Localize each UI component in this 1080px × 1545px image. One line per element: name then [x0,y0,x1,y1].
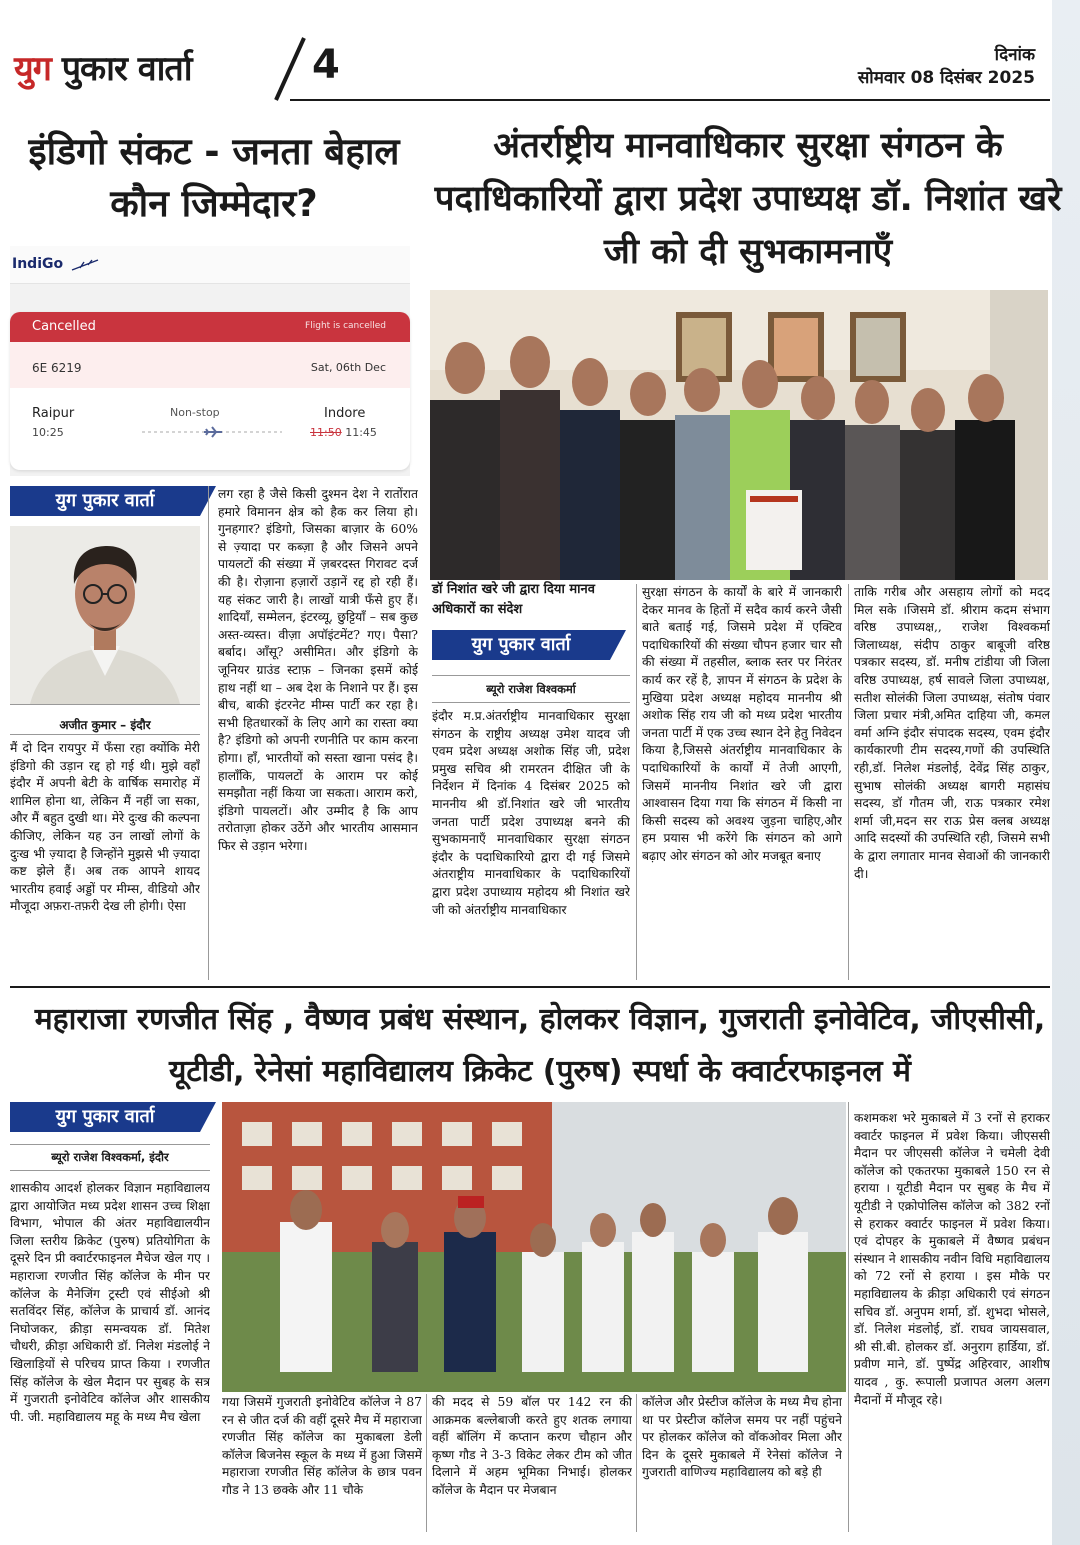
stops-label: Non-stop [170,406,220,419]
story2-column-1: इंदौर म.प्र.अंतर्राष्ट्रीय मानवाधिकार सुरक्षा संगठन के राष्ट्रीय अध्यक्ष उमेश यादव जी एवम प्रदेश अध्यक्ष अशोक सिंह जी, प्रदेश प्रमुख सचिव श्री रामरतन दीक्षित जी के निर्देशन में दिनांक 4 दिसंबर 2025 को माननीय श्री डॉ.निशांत खरे जी भारतीय जनता पार्टी प्रदेश उपाध्यक्ष बनने की सुभकामनाएँ मानवाधिकार सुरक्षा संगठन इंदौर के पदाधिकारियो द्वारा दी गई जिसमे अंतराष्ट्रीय मानवाधिकार के पदाधिकारियों द्वारा प्रदेश उपाध्याय महोदय श्री निशांत खरे जी को अंतर्राष्ट्रीय मानवाधिकार [432,709,630,917]
story3-column-5: कशमकश भरे मुकाबले में 3 रनों से हराकर क्वार्टर फाइनल में प्रवेश किया। जीएससी मैदान पर जीएससी कॉलेज ने चमेली देवी कॉलेज को एकतरफा मुकाबले 150 रन से हराया । यूटीडी मैदान पर सुबह के मैच में यूटीडी ने एक्रोपोलिस कॉलेज को 382 रनों से हराकर क्वार्टर फाइनल में प्रवेश किया। एवं दोपहर के मुकाबले में वैष्णव प्रबंधन संस्थान ने शासकीय नवीन विधि महाविद्यालय को 72 रनों से हराया । इस मौके पर महाविद्यालय के क्रीड़ा अधिकारी एवं संगठन सचिव डॉ. अनुपम शर्मा, डॉ. शुभदा भोसले, डॉ. निलेश मंडलोई, डॉ. राघव जायसवाल, श्री सी.बी. होलकर डॉ. अनुराग हार्डिया, डॉ. प्रवीण माने, डॉ. पुष्पेंद्र अहिरवार, आशीष यादव , कु. रूपाली प्रजापत अलग अलग मैदानों में मौजूद रहे। [854,1111,1050,1407]
story2-column-2: सुरक्षा संगठन के कार्यों के बारे में जानकारी देकर मानव के हितों में सदैव कार्य करने जैसी बाते बताई गई, जिसमे प्रदेश में एक्टिव पदाधिकारियों की संख्या चौपन हजार चार सौ की संख्या में तहसील, ब्लाक स्तर पर निरंतर कार्य कर रहें है, ज्ञापन में संगठन के प्रदेश के मुखिया प्रदेश अध्यक्ष महोदय माननीय श्री अशोक सिंह राय जी को मध्य प्रदेश भारतीय जनता पार्टी में एक उच्च स्थान देने हेतु निवेदन किया है,जिससे अंतर्राष्ट्रीय मानवाधिकार के पदाधिकारियों के कार्यों में तेजी आएगी, जिसमें माननीय निशांत खरे जी द्वारा आश्वासन दिया गया कि संगठन में किसी ना किसी सदस्य को अवश्य जुड़ना चाहिए,और हम प्रयास भी करेंगे कि संगठन को आगे बढ़ाए ओर संगठन को ओर मजबूत बनाए [642,585,842,863]
story2-photo-caption: डॉ निशांत खरे जी द्वारा दिया मानव अधिकारों का संदेश [432,582,595,617]
flight-date: Sat, 06th Dec [310,361,386,374]
flight-status-bar [10,312,410,342]
column-divider [848,584,849,980]
story3-section-tag: युग पुकार वार्ता [10,1102,200,1132]
group-photo-image [430,290,1048,580]
column-divider [636,584,637,980]
issue-date [820,44,1035,90]
brand-word-2: पुकार वार्ता [61,49,192,89]
date-value: सोमवार 08 दिसंबर 2025 [857,68,1035,88]
story3-byline: ब्यूरो राजेश विश्वकर्मा, इंदौर [51,1150,169,1164]
section-rule [10,986,1050,988]
flight-info-strip [10,342,410,388]
byline-rule [10,1144,210,1145]
story3-column-1: शासकीय आदर्श होलकर विज्ञान महाविद्यालय द्वारा आयोजित मध्य प्रदेश शासन उच्च शिक्षा विभाग, भोपाल की अंतर महाविद्यालयीन जिला स्तरीय क्रिकेट (पुरुष) प्रतियोगिता के दूसरे दिन प्री क्वार्टरफाइनल मैचेज खेल गए । महाराजा रणजीत सिंह कॉलेज के मीन पर कॉलेज के मैनेजिंग ट्रस्टी एवं सीईओ श्री सतविंदर सिंह, कॉलेज के प्राचार्य डॉ. आनंद निघोजकर, क्रीड़ा समन्वयक डॉ. मितेश चौधरी, क्रीड़ा अधिकारी डॉ. निलेश मंडलोई ने खिलाड़ियों से परिचय प्राप्त किया । रणजीत सिंह कॉलेज के खेल मैदान पर सुबह के सत्र में गुजराती इनोवेटिव कॉलेज और शासकीय पी. जी. महाविद्यालय महू के मध्य मैच खेला [10,1181,210,1424]
masthead-rule [290,99,1050,101]
flight-number: 6E 6219 [32,361,82,375]
story3-column-4: कॉलेज और प्रेस्टीज कॉलेज के मध्य मैच होना था पर प्रेस्टीज कॉलेज समय पर नहीं पहुंचने पर होलकर कॉलेज को वॉकओवर मिला और दिन के दूसरे मुकाबले में रेनेसां कॉलेज ने गुजराती वाणिज्य महाविद्यालय को बड़े ही [642,1395,842,1480]
byline-rule-bottom [432,702,630,703]
column-divider [848,1102,849,1532]
page-number: 4 [312,42,340,88]
column-divider [636,1394,637,1532]
story2-section-tag: युग पुकार वार्ता [432,630,610,660]
plane-logo-icon [70,258,100,272]
indigo-booking-screenshot [10,246,410,476]
indigo-logo: IndiGo [12,256,64,272]
cricket-photo-image [222,1102,846,1392]
story2-headline: अंतर्राष्ट्रीय मानवाधिकार सुरक्षा संगठन के पदाधिकारियों द्वारा प्रदेश उपाध्यक्ष डॉ. निशांत खरे जी को दी सुभकामनाएँ [434,126,1062,272]
story1-section-tag: युग पुकार वार्ता [10,486,200,516]
story2-byline: ब्यूरो राजेश विश्वकर्मा [486,682,576,696]
story2-column-3: ताकि गरीब और असहाय लोगों को मदद मिल सके ।जिसमे डॉ. श्रीराम कदम संभाग वरिष्ठ उपाध्यक्ष,, राजेश विश्वकर्मा जिलाध्यक्ष, संदीप ठाकुर बाबूजी वरिष्ठ पत्रकार सदस्य, डॉ. मनीष टांडीया जी जिला वरिष्ठ उपाध्यक्ष, हर्ष सावले जिला उपाध्यक्ष, सतीश सोलंकी जिला उपाध्यक्ष, संतोष पंवार जिला प्रचार मंत्री,अमित दाहिया जी, कमल वर्मा अग्नि इंदौर संपादक सदस्य, एवम इंदौर कार्यकारणी टीम सदस्य,गणों की उपस्थिति रही,डॉ. निलेश मंडलोई, देवेंद्र सिंह ठाकुर, सुभाष सोलंकी अध्यक्ष बागरी महासंघ सदस्य, डॉ गौतम जी, राऊ पत्रकार रमेश शर्मा जी,मदन सर राऊ प्रेस क्लब अध्यक्ष आदि सदस्यों की उपस्थिति रही, जिसमे सभी के द्वारा लगातार मानव सेवाओं की जानकारी दी। [854,585,1050,881]
story3-headline: महाराजा रणजीत सिंह , वैष्णव प्रबंध संस्थान, होलकर विज्ञान, गुजराती इनोवेटिव, जीएसीसी, यूटीडी, रेनेसां महाविद्यालय क्रिकेट (पुरुष) स्पर्धा के क्वार्टरफाइनल में [34,1002,1046,1089]
flight-status-note: Flight is cancelled [305,321,386,331]
date-label: दिनांक [994,45,1035,65]
departure-time: 10:25 [32,426,64,439]
portrait-rule [10,704,200,705]
flight-status: Cancelled [32,319,96,334]
arrival-time [310,426,377,439]
arrival-time-new: 11:45 [345,426,377,439]
story1-column-2: लग रहा है जैसे किसी दुश्मन देश ने रातोंरात हमारे विमानन क्षेत्र को हैक कर लिया हो। गुनहगार? इंडिगो, जिसका बाज़ार के 60% से ज़्यादा पर कब्ज़ा है और जिसने अपने पायलटों की संख्या में ज़बरदस्त गिरावट दर्ज की है। रोज़ाना हज़ारों उड़ानें रद्द हो रही हैं। यह संकट जारी है। लाखों यात्री फँसे हुए हैं। शादियाँ, सम्मेलन, इंटरव्यू, छुट्टियाँ – सब कुछ अस्त-व्यस्त। वीज़ा अपॉइंटमेंट? गए। पैसा? बर्बाद। आँसू? असीमित। और इंडिगो के जूनियर ग्राउंड स्टाफ़ – जिनका इसमें कोई हाथ नहीं था – अब देश के निशाने पर हैं। इस बीच, बाकी इंटरनेट मीम्स पार्टी कर रहा है। सभी हितधारकों के लिए आगे का रास्ता क्या है? इंडिगो को अपनी रणनीति पर काम करना होगा। हाँ, भारतीयों को सस्ता खाना पसंद है। हालाँकि, पायलटों के आराम पर कोई समझौता नहीं किया जा सकता। आराम करो, इंडिगो पायलटों। और उम्मीद है कि आप तरोताज़ा होकर उठेंगे और भारतीय आसमान फिर से उड़ान भरेगा। [218,487,418,853]
byline-rule-bottom [10,1170,210,1171]
masthead-slash [272,34,308,104]
origin-city: Raipur [32,406,75,421]
brand-word-1: युग [14,49,51,89]
story1-column-1: मैं दो दिन रायपुर में फँसा रहा क्योंकि मेरी इंडिगो की उड़ान रद्द हो गई थी। मुझे वहाँ इंदौर में अपनी बेटी के वार्षिक समारोह में शामिल होना था, लेकिन मैं नहीं जा सका, और मैं बहुत दुखी था। मेरे दुःख की कल्पना कीजिए, लेकिन यह उन लाखों लोगों के दुःख भी ज़्यादा है जिन्होंने मुझसे भी ज़्यादा कष्ट झेले हैं। अब तक आपने शायद भारतीय हवाई अड्डों पर मीम्स, वीडियो और मौजूदा अफ़रा-तफ़री देख ली होगी। ऐसा [10,741,200,914]
author-photo [10,526,200,704]
masthead-brand [14,44,284,96]
byline-rule [432,675,630,676]
caption-rule [10,734,200,735]
story1-headline: इंडिगो संकट - जनता बेहाल कौन जिम्मेदार? [28,130,400,225]
destination-city: Indore [324,406,366,421]
story3-column-3: की मदद से 59 बॉल पर 142 रन की आक्रमक बल्लेबाजी करते हुए शतक लगाया वहीं बॉलिंग में कप्तान करण चौहान और कृष्ण गौड ने 3-3 विकेट लेकर टीम को जीत दिलाने में अहम भूमिका निभाई। होलकर कॉलेज के मैदान पर मेजबान [432,1395,632,1497]
column-divider [208,486,209,980]
author-caption: अजीत कुमार – इंदौर [59,718,151,732]
story2-group-photo [430,290,1048,580]
story3-column-2: गया जिसमें गुजराती इनोवेटिव कॉलेज ने 87 रन से जीत दर्ज की वहीं दूसरे मैच में महाराजा रणजीत सिंह कॉलेज का मुकाबला डेली कॉलेज बिजनेस स्कूल के मध्य में हुआ जिसमें महाराजा रणजीत सिंह कॉलेज के छात्र पवन गौड ने 13 छक्के और 11 चौके [222,1395,422,1497]
story3-cricket-photo [222,1102,846,1392]
column-divider [426,1394,427,1532]
plane-icon [142,425,282,439]
flight-card [10,312,410,470]
indigo-app-bar [10,246,410,284]
author-portrait [10,526,200,704]
arrival-time-old: 11:50 [310,426,342,439]
